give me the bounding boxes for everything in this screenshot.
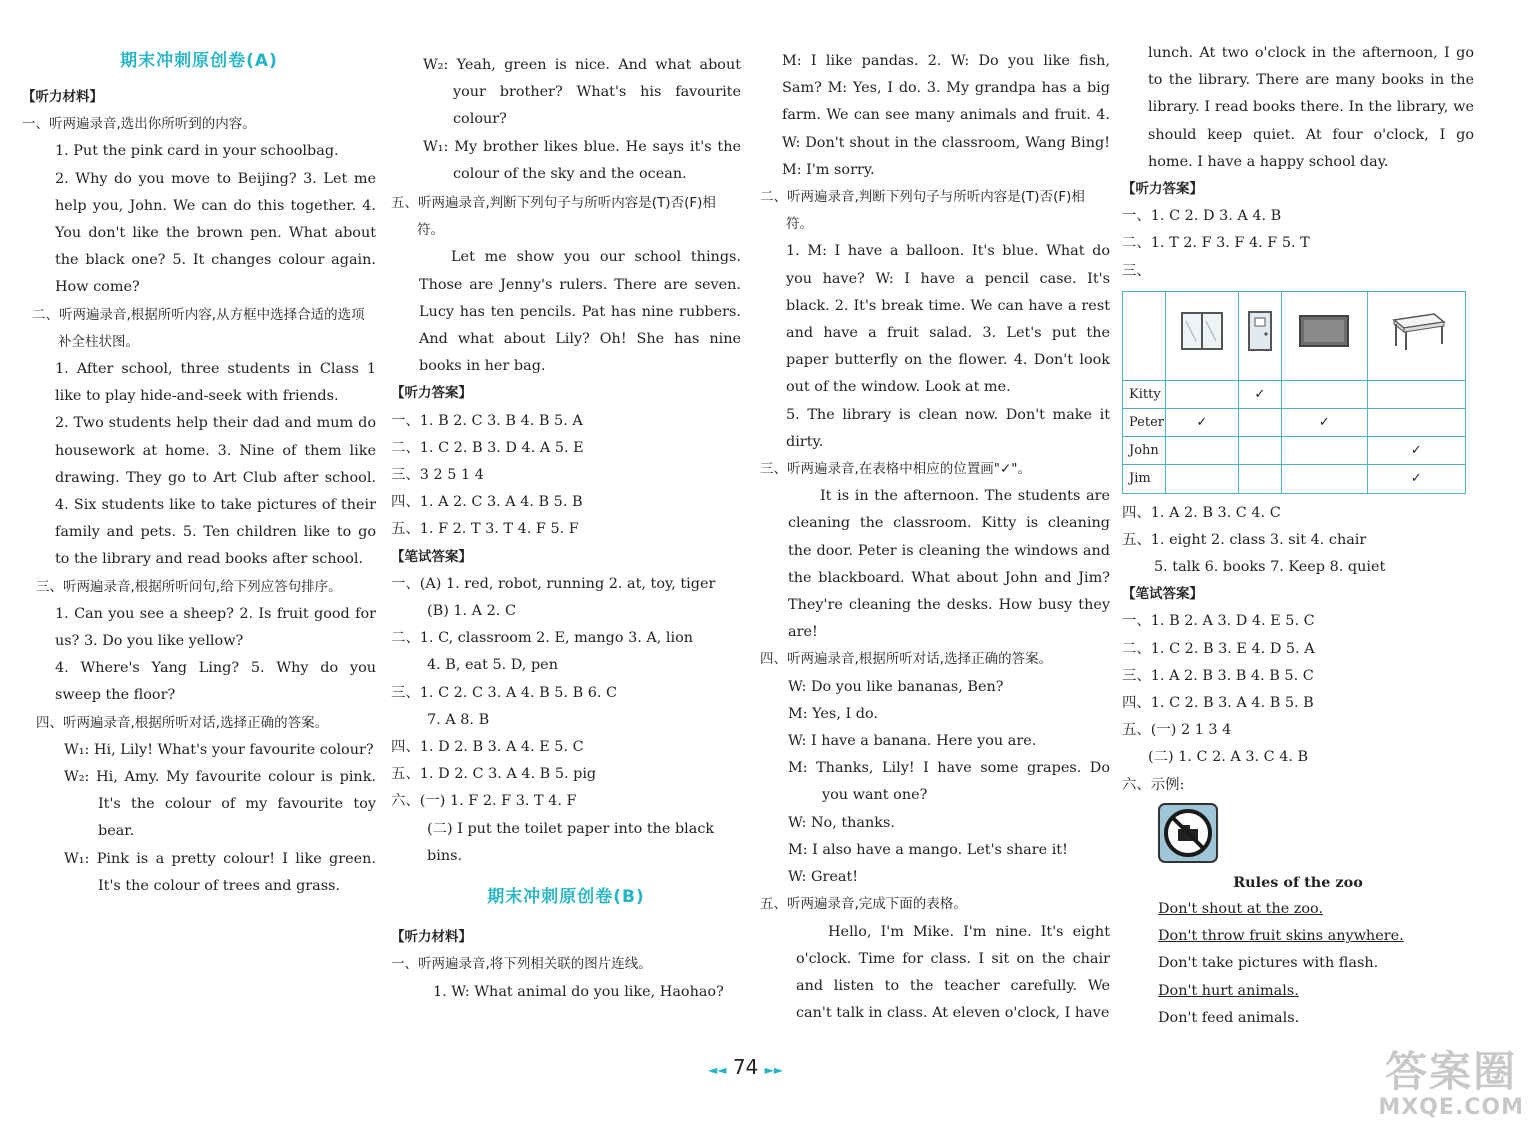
student-name-cell: Jim (1123, 465, 1166, 493)
empty-cell (1367, 409, 1465, 437)
cleaning-table (1122, 291, 1466, 494)
answer-line: 一、1. C 2. D 3. A 4. B (1122, 208, 1282, 225)
question-heading: 二、听两遍录音,判断下列句子与所听内容是(T)否(F)相符。 (760, 189, 1085, 233)
transcript-line: 2. Why do you move to Beijing? 3. Let me help you, John. We can do this together. 4. You don't like the brown pen. What about the black one? 5. It changes colour again. How come? (55, 170, 376, 296)
speaker: W: (788, 733, 807, 750)
blackboard-picture-cell (1282, 291, 1367, 380)
blackboard-icon (1298, 314, 1350, 348)
dialog-text: My brother likes blue. He says it's the colour of the sky and the ocean. (453, 138, 741, 182)
speaker: W: (788, 814, 807, 831)
watermark (1378, 1049, 1524, 1120)
answer-line: 三、 (1122, 262, 1151, 279)
column-3 (760, 48, 1110, 1027)
empty-cell (1282, 380, 1367, 408)
section-heading-written-answers: 【笔试答案】 (1122, 586, 1203, 603)
question-heading: 一、听两遍录音,将下列相关联的图片连线。 (391, 956, 652, 973)
answer-line: 二、1. C 2. B 3. D 4. A 5. E (391, 439, 584, 456)
transcript-paragraph: M: I like pandas. 2. W: Do you like fish, Sam? M: Yes, I do. 3. My grandpa has a big farm. We can see many animals and fruit. 4. W: Don't shout in the classroom, Wang Bing! M: I'm sorry. (782, 53, 1110, 178)
answer-line: 一、(A) 1. red, robot, running 2. at, toy, tiger (391, 575, 716, 592)
transcript-line: 1. After school, three students in Class 1 like to play hide-and-seek with friends. (55, 361, 376, 405)
dialog-line (22, 764, 376, 846)
question-heading: 一、听两遍录音,选出你所听到的内容。 (22, 116, 256, 133)
answer-line: 六、示例: (1122, 776, 1185, 793)
dialog-line (760, 755, 1110, 809)
speaker: W₁: (64, 741, 90, 758)
transcript-paragraph: It is in the afternoon. The students are cleaning the classroom. Kitty is cleaning the door. Peter is cleaning the windows and the blackboard. What about John and Jim? They're cleaning the desks. How busy they are! (788, 488, 1110, 641)
rules-title: Rules of the zoo (1233, 873, 1363, 891)
rule-line: Don't feed animals. (1158, 1009, 1300, 1026)
exam-title-a: 期末冲刺原创卷(A) (120, 51, 278, 71)
page-number-value: 74 (732, 1055, 759, 1079)
dialog-text: Hi, Lily! What's your favourite colour? (94, 741, 374, 758)
no-flash-photography-icon (1158, 803, 1218, 863)
dialog-text: Yes, I do. (812, 705, 878, 722)
section-heading-listening-answers: 【听力答案】 (1122, 181, 1203, 198)
dialog-line (760, 674, 1110, 701)
check-mark-cell: ✓ (1367, 465, 1465, 493)
speaker: W: (788, 869, 807, 886)
column-2 (391, 52, 741, 1006)
answer-line: 5. talk 6. books 7. Keep 8. quiet (1154, 559, 1386, 576)
desk-icon (1386, 310, 1446, 352)
check-mark-cell: ✓ (1282, 409, 1367, 437)
answer-line: 二、1. T 2. F 3. F 4. F 5. T (1122, 235, 1310, 252)
speaker: W: (788, 678, 807, 695)
answer-line: 一、1. B 2. C 3. B 4. B 5. A (391, 412, 583, 429)
dialog-line (760, 728, 1110, 755)
dialog-line (391, 52, 741, 134)
dialog-line (391, 134, 741, 188)
dialog-line (760, 701, 1110, 728)
answer-line: (二) 1. C 2. A 3. C 4. B (1148, 749, 1309, 766)
dialog-text: Yeah, green is nice. And what about your brother? What's his favourite colour? (453, 57, 741, 128)
answer-line: 四、1. D 2. B 3. A 4. E 5. C (391, 739, 584, 756)
answer-line: 五、(一) 2 1 3 4 (1122, 722, 1232, 739)
speaker: M: (788, 841, 808, 858)
section-heading-listening-material: 【听力材料】 (22, 89, 103, 105)
dialog-text: Do you like bananas, Ben? (810, 678, 1004, 695)
transcript-paragraph: Hello, I'm Mike. I'm nine. It's eight o'clock. Time for class. I sit on the chair and listen to the teacher carefully. We can't talk in class. At eleven o'clock, I have (796, 923, 1110, 1022)
table-row (1123, 380, 1466, 408)
check-mark-cell: ✓ (1238, 380, 1282, 408)
answer-line: 三、1. C 2. C 3. A 4. B 5. B 6. C (391, 684, 618, 701)
rule-line: Don't shout at the zoo. (1158, 901, 1324, 918)
answer-line: 7. A 8. B (427, 711, 490, 728)
empty-cell (1282, 437, 1367, 465)
transcript-paragraph: 1. M: I have a balloon. It's blue. What do you have? W: I have a pencil case. It's black. 2. It's break time. We can have a rest and have a fruit salad. 3. Let's put the paper butterfly on the flower. 4. Don't look out of the window. Look at me. (786, 243, 1110, 396)
answer-line: (二) I put the toilet paper into the black bins. (427, 820, 715, 864)
empty-cell (1166, 380, 1239, 408)
answer-line: 四、1. A 2. C 3. A 4. B 5. B (391, 494, 583, 511)
transcript-paragraph: Let me show you our school things. Those are Jenny's rulers. There are seven. Lucy has ten pencils. Pat has nine rubbers. And what about Lily? Oh! She has nine books in her bag. (419, 249, 741, 375)
table-header-row (1123, 291, 1466, 380)
transcript-paragraph: lunch. At two o'clock in the afternoon, I go to the library. There are many books in the library. I read books there. In the library, we should keep quiet. At four o'clock, I go home. I have a happy school day. (1148, 45, 1474, 170)
question-heading: 五、听两遍录音,判断下列句子与所听内容是(T)否(F)相符。 (391, 195, 716, 239)
left-arrows-icon: ◄◄ (708, 1063, 727, 1077)
empty-cell (1282, 465, 1367, 493)
dialog-text: I have a banana. Here you are. (810, 733, 1037, 750)
answer-line: 四、1. A 2. B 3. C 4. C (1122, 504, 1281, 521)
dialog-text: Great! (810, 869, 859, 886)
speaker: M: (788, 760, 808, 777)
answer-line: 五、1. eight 2. class 3. sit 4. chair (1122, 531, 1367, 548)
speaker: W₁: (64, 850, 90, 867)
watermark-url: MXQE.COM (1378, 1095, 1524, 1120)
column-1 (22, 38, 376, 900)
transcript-line: 5. The library is clean now. Don't make it dirty. (786, 406, 1110, 450)
dialog-text: No, thanks. (810, 814, 895, 831)
speaker: M: (788, 705, 808, 722)
empty-cell (1238, 409, 1282, 437)
door-picture-cell (1238, 291, 1282, 380)
empty-cell (1238, 437, 1282, 465)
dialog-line (760, 864, 1110, 891)
dialog-text: Hi, Amy. My favourite colour is pink. It's the colour of my favourite toy bear. (96, 769, 376, 840)
speaker: W₂: (423, 57, 449, 73)
answer-line: 三、1. A 2. B 3. B 4. B 5. C (1122, 667, 1314, 684)
dialog-line (22, 846, 376, 900)
answer-line: 三、3 2 5 1 4 (391, 467, 484, 484)
desk-picture-cell (1367, 291, 1465, 380)
transcript-line: 4. Where's Yang Ling? 5. Why do you sweep the floor? (55, 660, 376, 704)
answer-line: 一、1. B 2. A 3. D 4. E 5. C (1122, 613, 1315, 630)
dialog-line (760, 810, 1110, 837)
student-name-cell: Kitty (1123, 380, 1166, 408)
dialog-line (22, 737, 376, 764)
question-heading: 四、听两遍录音,根据所听对话,选择正确的答案。 (36, 714, 329, 731)
exam-title-b: 期末冲刺原创卷(B) (487, 887, 645, 908)
no-flash-sign (1122, 803, 1474, 865)
student-name-cell: Peter (1123, 409, 1166, 437)
table-row (1123, 409, 1466, 437)
dialog-text: Thanks, Lily! I have some grapes. Do you want one? (816, 760, 1110, 804)
empty-cell (1367, 380, 1465, 408)
speaker: W₁: (423, 138, 449, 155)
empty-cell (1238, 465, 1282, 493)
question-heading: 二、听两遍录音,根据所听内容,从方框中选择合适的选项补全柱状图。 (32, 306, 365, 350)
answer-line: 五、1. D 2. C 3. A 4. B 5. pig (391, 766, 597, 783)
answer-line: 4. B, eat 5. D, pen (427, 657, 558, 674)
table-row (1123, 465, 1466, 493)
page-number (708, 1055, 783, 1079)
answer-line: 二、1. C, classroom 2. E, mango 3. A, lion (391, 630, 694, 647)
window-picture-cell (1166, 291, 1239, 380)
answer-line: 二、1. C 2. B 3. E 4. D 5. A (1122, 640, 1315, 657)
answer-line: 四、1. C 2. B 3. A 4. B 5. B (1122, 695, 1314, 712)
empty-cell (1166, 465, 1239, 493)
watermark-logo-text: 答案圈 (1385, 1047, 1518, 1096)
right-arrows-icon: ►► (764, 1063, 784, 1077)
section-heading-written-answers: 【笔试答案】 (391, 548, 472, 565)
question-heading: 三、听两遍录音,根据所听问句,给下列应答句排序。 (36, 578, 342, 595)
door-icon (1247, 310, 1273, 352)
transcript-line: 1. Put the pink card in your schoolbag. (55, 143, 339, 160)
section-heading-listening-material: 【听力材料】 (391, 929, 472, 946)
rule-line: Don't take pictures with flash. (1158, 955, 1379, 972)
transcript-line: 1. Can you see a sheep? 2. Is fruit good for us? 3. Do you like yellow? (55, 605, 376, 650)
answer-line: (B) 1. A 2. C (427, 603, 516, 620)
answer-line: 六、(一) 1. F 2. F 3. T 4. F (391, 793, 577, 810)
speaker: W₂: (64, 769, 90, 786)
check-mark-cell: ✓ (1367, 437, 1465, 465)
check-mark-cell: ✓ (1166, 409, 1239, 437)
question-heading: 五、听两遍录音,完成下面的表格。 (760, 896, 967, 913)
window-icon (1180, 311, 1224, 351)
rule-line: Don't hurt animals. (1158, 982, 1299, 999)
transcript-line: 2. Two students help their dad and mum do housework at home. 3. Nine of them like drawing. They go to Art Club after school. 4. Six students like to take pictures of their family and pets. 5. Ten children like to go to the library and read books after school. (55, 415, 376, 568)
rule-line: Don't throw fruit skins anywhere. (1158, 928, 1404, 945)
empty-cell (1166, 437, 1239, 465)
answer-line: 五、1. F 2. T 3. T 4. F 5. F (391, 521, 579, 538)
dialog-line (760, 837, 1110, 864)
table-corner-cell (1123, 291, 1166, 380)
column-4 (1122, 40, 1474, 1032)
section-heading-listening-answers: 【听力答案】 (391, 385, 472, 402)
transcript-line: 1. W: What animal do you like, Haohao? (433, 983, 724, 1000)
student-name-cell: John (1123, 437, 1166, 465)
dialog-text: I also have a mango. Let's share it! (812, 841, 1068, 858)
dialog-text: Pink is a pretty colour! I like green. It's the colour of trees and grass. (96, 850, 376, 894)
question-heading: 三、听两遍录音,在表格中相应的位置画"✓"。 (760, 461, 1032, 478)
question-heading: 四、听两遍录音,根据所听对话,选择正确的答案。 (760, 651, 1053, 668)
table-row (1123, 437, 1466, 465)
